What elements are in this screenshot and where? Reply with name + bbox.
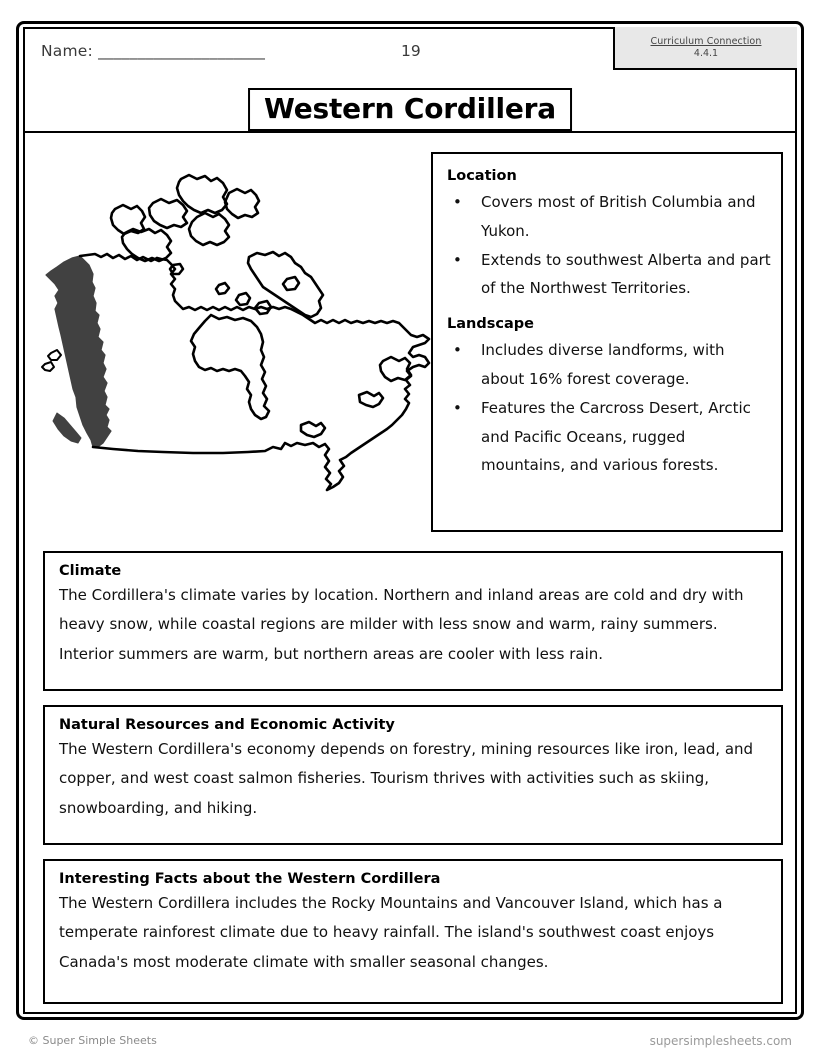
location-heading: Location xyxy=(447,168,517,184)
worksheet-header xyxy=(23,27,797,84)
list-item-text: Extends to southwest Alberta and part of the Northwest Territories. xyxy=(481,250,771,298)
climate-heading: Climate xyxy=(59,563,122,579)
landscape-bullets xyxy=(447,336,771,480)
interesting-facts-panel xyxy=(43,859,783,1004)
coastal-islet-small xyxy=(42,362,54,371)
location-landscape-box xyxy=(431,152,783,532)
landscape-heading: Landscape xyxy=(447,316,534,333)
bullet-icon: • xyxy=(453,250,462,269)
natural-resources-body: The Western Cordillera's economy depends on forestry, mining resources like iron, lead, and copper, and west coast salmon fisheries. Tourism thrives with activities such as skiing, snowboarding, and hiking. xyxy=(59,740,754,817)
title-band xyxy=(23,84,797,132)
worksheet-content xyxy=(23,27,797,1014)
list-item-text: Features the Carcross Desert, Arctic and Pacific Oceans, rugged mountains, and various forests. xyxy=(481,398,751,475)
bullet-icon: • xyxy=(453,193,462,211)
canada-map-svg xyxy=(33,157,433,527)
page-number: 19 xyxy=(401,42,421,60)
page-title-box xyxy=(248,88,572,131)
canada-map xyxy=(33,157,433,527)
climate-panel xyxy=(43,551,783,691)
arctic-islet-d xyxy=(283,277,299,290)
list-item-text: Covers most of British Columbia and Yukon. xyxy=(481,193,756,240)
hudson-bay-outline xyxy=(191,315,269,419)
website-url[interactable]: supersimplesheets.com xyxy=(649,1034,792,1048)
worksheet-footer xyxy=(0,1030,820,1058)
bullet-icon: • xyxy=(453,398,462,417)
arctic-island-melville xyxy=(149,199,187,228)
interesting-facts-body: The Western Cordillera includes the Rocky Mountains and Vancouver Island, which has a temperate rainforest climate due to heavy rainfall. The island's southwest coast enjoys Canada's most moderate climate with smaller seasonal changes. xyxy=(59,894,723,971)
list-item-text: Includes diverse landforms, with about 16% forest coverage. xyxy=(481,341,725,388)
climate-body: The Cordillera's climate varies by location. Northern and inland areas are cold and dry with heavy snow, while coastal regions are milder with less snow and warm, rainy summers. Interior summers are warm, but northern areas are cooler with less rain. xyxy=(59,586,744,663)
great-lakes-outline xyxy=(301,422,325,437)
arctic-island-prince-patrick xyxy=(111,205,145,234)
arctic-island-banks xyxy=(189,213,229,245)
interesting-facts-heading: Interesting Facts about the Western Cordillera xyxy=(59,871,441,887)
natural-resources-heading: Natural Resources and Economic Activity xyxy=(59,717,395,733)
list-item xyxy=(447,394,771,480)
arctic-island-small-north xyxy=(225,189,259,218)
page-title: Western Cordillera xyxy=(264,92,556,125)
curriculum-connection-code: 4.4.1 xyxy=(693,47,719,59)
vancouver-island-region xyxy=(53,413,81,443)
maritimes-detail xyxy=(359,392,383,407)
arctic-islet-a xyxy=(236,293,250,305)
curriculum-connection-badge xyxy=(613,27,797,70)
name-field-label[interactable]: Name: _____________________ xyxy=(41,42,266,60)
haida-gwaii-islets xyxy=(48,350,61,360)
list-item xyxy=(447,188,771,246)
arctic-islet-e xyxy=(170,264,183,274)
bullet-icon: • xyxy=(453,341,462,360)
newfoundland-island xyxy=(380,357,411,381)
arctic-islet-c xyxy=(216,283,229,294)
natural-resources-panel xyxy=(43,705,783,845)
canada-outline-main xyxy=(80,254,429,490)
location-bullets xyxy=(447,188,771,303)
curriculum-connection-label: Curriculum Connection xyxy=(650,35,762,47)
list-item xyxy=(447,336,771,394)
list-item xyxy=(447,246,771,304)
copyright-text: © Super Simple Sheets xyxy=(28,1034,157,1047)
